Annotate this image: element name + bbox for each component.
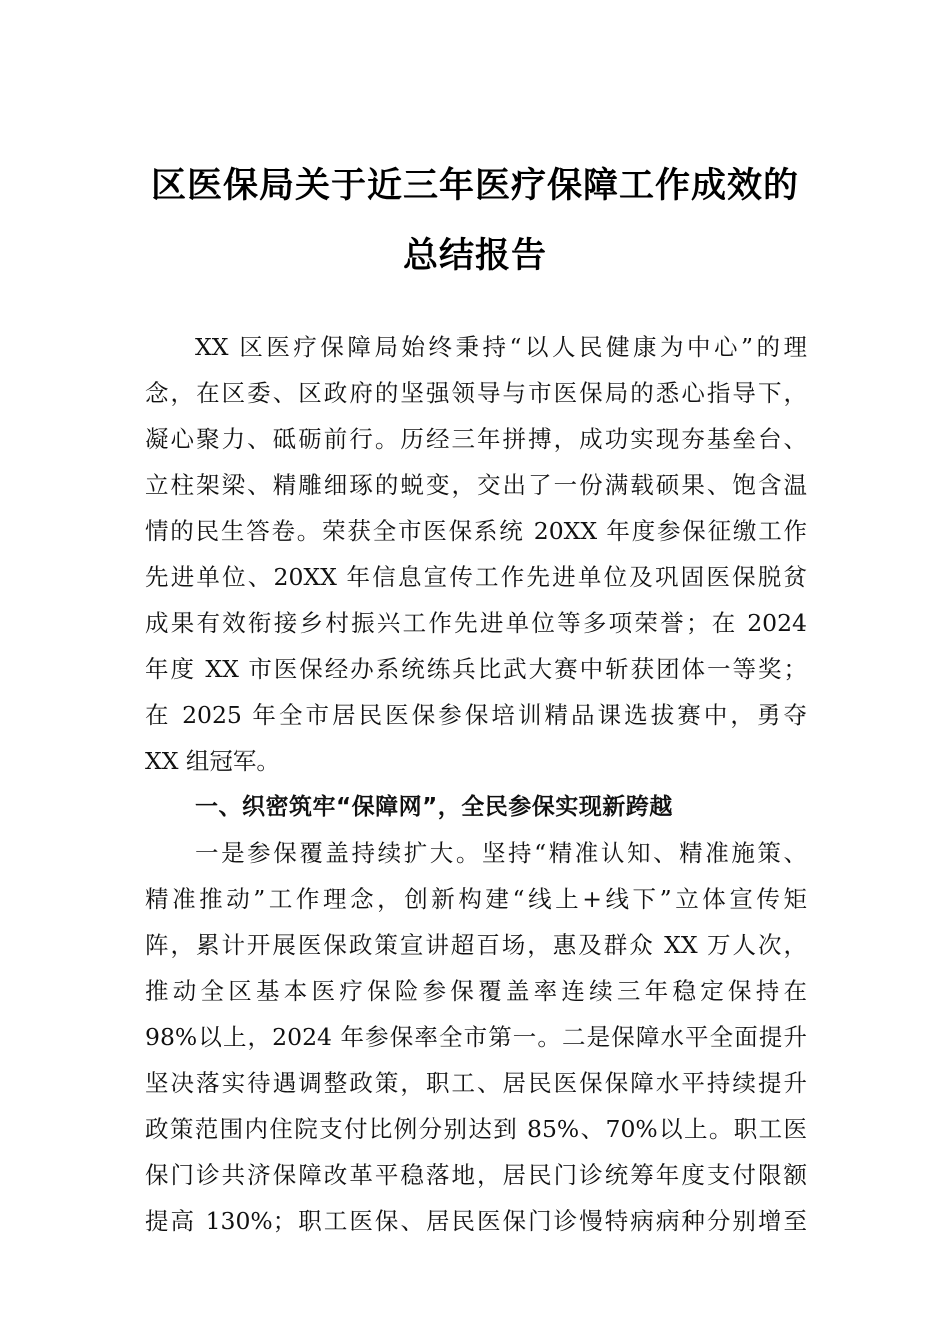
section-heading: 一、织密筑牢“保障网”，全民参保实现新跨越 <box>195 794 673 820</box>
intro-paragraph-line: XX 组冠军。 <box>145 747 280 775</box>
section-paragraph-line: 98%以上，2024 年参保率全市第一。二是保障水平全面提升 <box>145 1023 807 1051</box>
intro-paragraph-line: 念，在区委、区政府的坚强领导与市医保局的悉心指导下， <box>145 379 807 407</box>
section-paragraph-line: 坚决落实待遇调整政策，职工、居民医保保障水平持续提升 <box>145 1069 807 1097</box>
section-paragraph-line: 阵，累计开展医保政策宣讲超百场，惠及群众 XX 万人次， <box>145 931 807 959</box>
document-title-line-1: 区医保局关于近三年医疗保障工作成效的 <box>150 166 799 206</box>
section-paragraph-line: 一是参保覆盖持续扩大。坚持“精准认知、精准施策、 <box>195 839 807 867</box>
intro-paragraph-line: 成果有效衔接乡村振兴工作先进单位等多项荣誉；在 2024 <box>145 609 807 637</box>
intro-paragraph-line: 年度 XX 市医保经办系统练兵比武大赛中斩获团体一等奖； <box>145 655 807 683</box>
intro-paragraph-line: XX 区医疗保障局始终秉持“以人民健康为中心”的理 <box>195 333 807 361</box>
document-body <box>145 324 807 1244</box>
document-title-line-2: 总结报告 <box>402 236 547 276</box>
intro-paragraph-line: 凝心聚力、砥砺前行。历经三年拼搏，成功实现夯基垒台、 <box>145 425 807 453</box>
intro-paragraph-line: 立柱架梁、精雕细琢的蜕变，交出了一份满载硕果、饱含温 <box>145 471 807 499</box>
intro-paragraph-line: 在 2025 年全市居民医保参保培训精品课选拔赛中，勇夺 <box>145 701 807 729</box>
intro-paragraph-line: 先进单位、20XX 年信息宣传工作先进单位及巩固医保脱贫 <box>145 563 807 591</box>
section-paragraph-line: 提高 130%；职工医保、居民医保门诊慢特病病种分别增至 <box>145 1207 807 1235</box>
section-paragraph-line: 保门诊共济保障改革平稳落地，居民门诊统筹年度支付限额 <box>145 1161 807 1189</box>
section-paragraph-line: 推动全区基本医疗保险参保覆盖率连续三年稳定保持在 <box>145 977 807 1005</box>
section-paragraph-line: 精准推动”工作理念，创新构建“线上+线下”立体宣传矩 <box>145 885 807 913</box>
section-paragraph-line: 政策范围内住院支付比例分别达到 85%、70%以上。职工医 <box>145 1115 807 1143</box>
intro-paragraph-line: 情的民生答卷。荣获全市医保系统 20XX 年度参保征缴工作 <box>145 517 807 545</box>
